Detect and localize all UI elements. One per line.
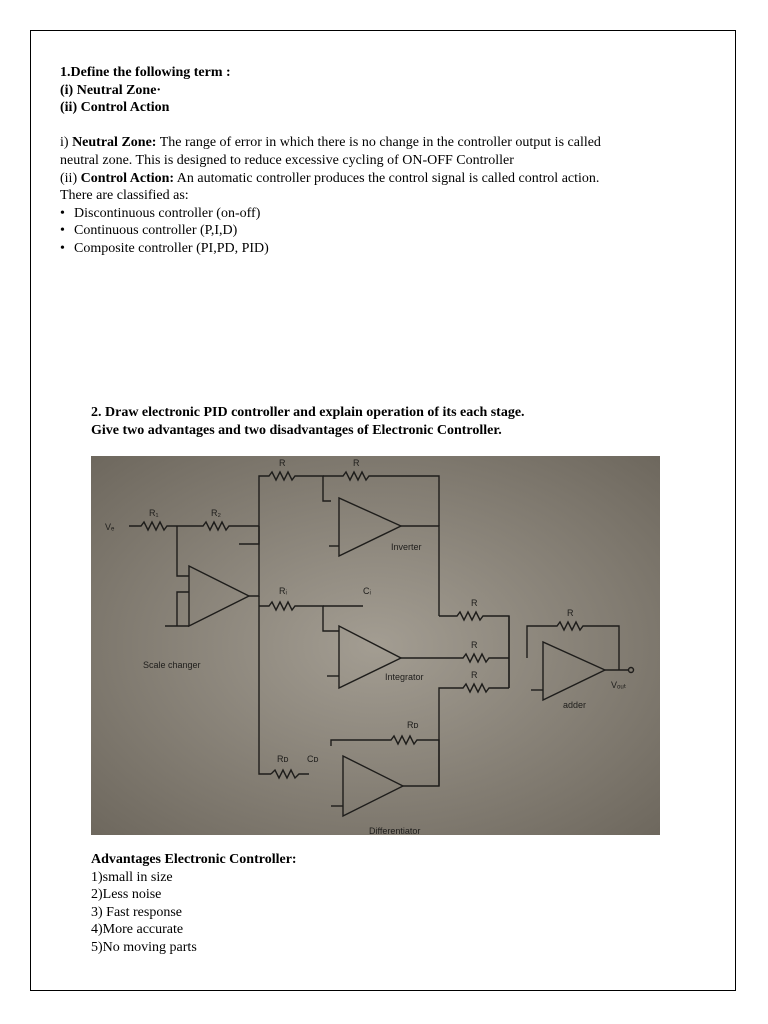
list-item: • Continuous controller (P,I,D) (60, 222, 640, 240)
label-r-b: R (471, 640, 478, 650)
label-ve: Vₑ (105, 522, 115, 532)
q2-line-2: Give two advantages and two disadvantages of Electronic Controller. (91, 422, 502, 438)
label-r1: R₁ (149, 508, 159, 518)
neutral-text: The range of error in which there is no change in the controller output is called neutral zone. This is designed to reduce excessive cycling of ON-OFF Controller (60, 135, 601, 168)
control-prefix: (ii) (60, 170, 81, 186)
label-r2: R₂ (211, 508, 221, 518)
label-ci: Cᵢ (363, 586, 371, 596)
label-integrator: Integrator (385, 672, 424, 682)
advantages-title: Advantages Electronic Controller: (91, 852, 297, 867)
advantages-section (91, 851, 691, 957)
label-r-a: R (471, 598, 478, 608)
control-text: An automatic controller produces the control signal is called control action. (174, 170, 600, 186)
neutral-prefix: i) (60, 135, 73, 151)
label-cd: Cᴅ (307, 754, 319, 764)
pid-controller-circuit-photo (91, 456, 660, 835)
label-ri: Rᵢ (279, 586, 287, 596)
label-r-top1: R (279, 458, 286, 468)
q2-line-1: 2. Draw electronic PID controller and explain operation of its each stage. (91, 405, 525, 420)
list-item: 5)No moving parts (91, 939, 197, 955)
list-item: 1)small in size (91, 869, 173, 885)
question-1-section (60, 64, 640, 258)
q1-title: 1.Define the following term : (60, 65, 231, 80)
controller-types-list (60, 205, 640, 258)
label-rd2: Rᴅ (277, 754, 289, 764)
label-differentiator: Differentiator (369, 826, 421, 835)
question-2-heading (91, 404, 691, 439)
neutral-term: Neutral Zone: (72, 135, 157, 151)
list-item: • Discontinuous controller (on-off) (60, 205, 640, 223)
label-scale-changer: Scale changer (143, 660, 201, 670)
label-vout: Vₒᵤₜ (611, 680, 627, 690)
control-term: Control Action: (80, 170, 175, 186)
neutral-zone-definition (60, 134, 640, 169)
list-item: 3) Fast response (91, 904, 182, 920)
control-action-definition (60, 170, 640, 188)
classified-intro: There are classified as: (60, 188, 189, 204)
label-adder: adder (563, 700, 587, 710)
q1-sub-control-action: (ii) Control Action (60, 100, 170, 116)
list-item: • Composite controller (PI,PD, PID) (60, 240, 640, 258)
label-r-c: R (471, 670, 478, 680)
list-item: 4)More accurate (91, 922, 184, 938)
label-inverter: Inverter (391, 542, 422, 552)
pid-circuit-diagram (91, 456, 660, 835)
list-item: 2)Less noise (91, 887, 162, 903)
q1-sub-neutral-zone: (i) Neutral Zone· (60, 82, 162, 98)
label-r-add: R (567, 608, 574, 618)
spacer (60, 117, 640, 135)
label-r-top2: R (353, 458, 360, 468)
label-rd1: Rᴅ (407, 720, 419, 730)
